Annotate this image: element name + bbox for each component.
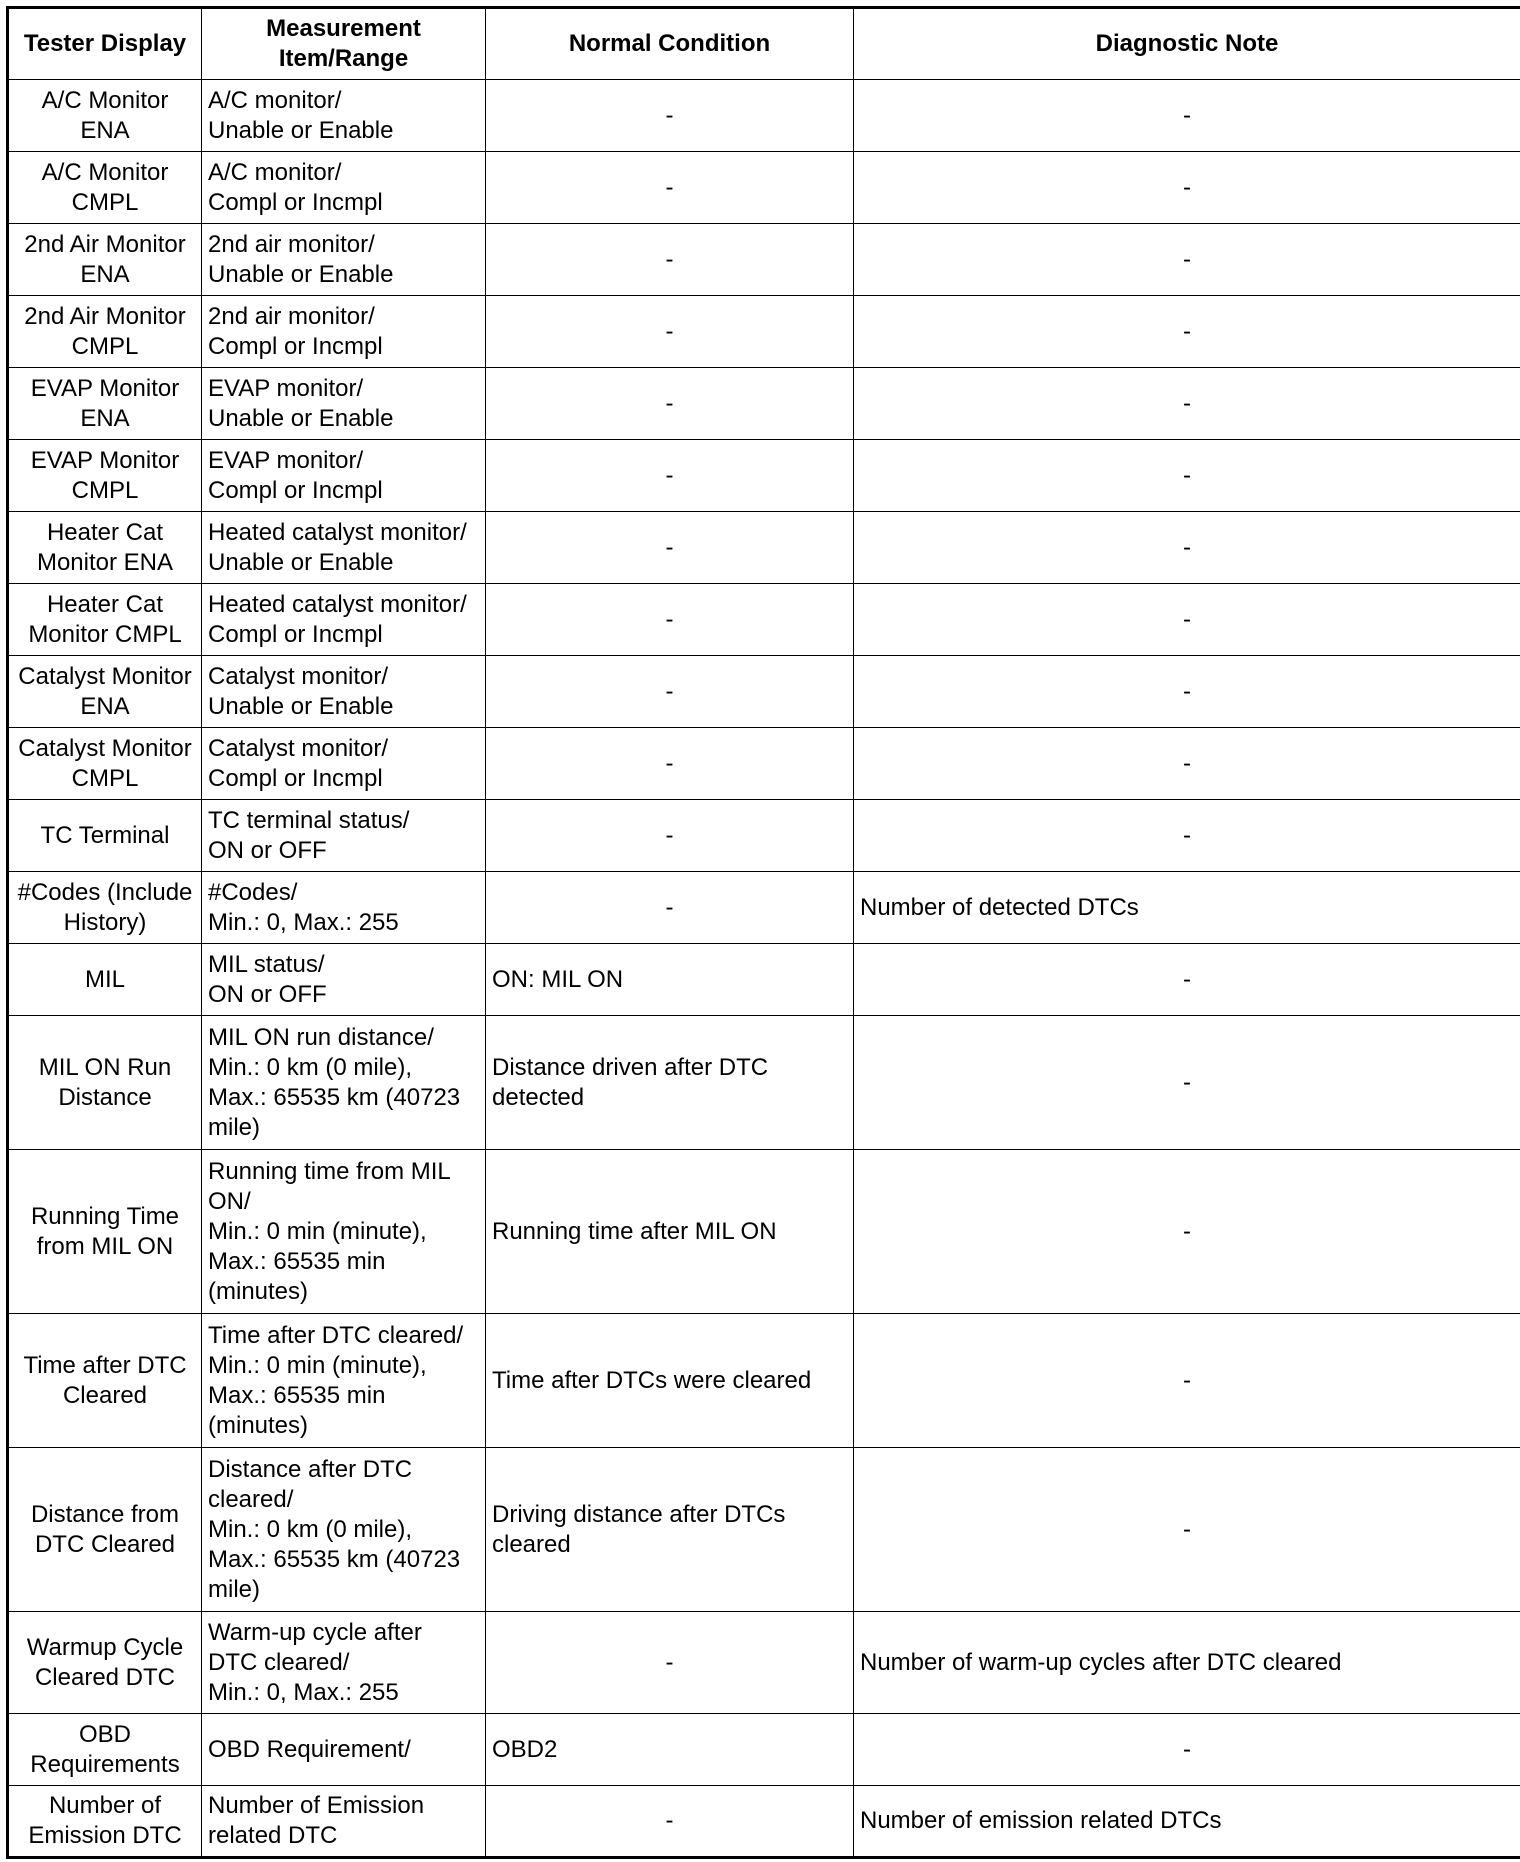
cell-diagnostic-note: - (854, 1714, 1520, 1786)
cell-measurement-item-range: Catalyst monitor/ Unable or Enable (202, 656, 486, 728)
cell-measurement-item-range: EVAP monitor/ Unable or Enable (202, 368, 486, 440)
cell-diagnostic-note: - (854, 944, 1520, 1016)
table-row (8, 728, 1520, 800)
table-row (8, 1150, 1520, 1314)
table-row (8, 368, 1520, 440)
cell-tester-display: A/C Monitor CMPL (8, 152, 202, 224)
cell-diagnostic-note: - (854, 1016, 1520, 1150)
cell-diagnostic-note: - (854, 80, 1520, 152)
cell-diagnostic-note: - (854, 368, 1520, 440)
cell-normal-condition: - (486, 512, 854, 584)
cell-diagnostic-note: - (854, 800, 1520, 872)
tester-data-table (6, 6, 1520, 1859)
cell-tester-display: Catalyst Monitor ENA (8, 656, 202, 728)
cell-measurement-item-range: A/C monitor/ Compl or Incmpl (202, 152, 486, 224)
cell-normal-condition: ON: MIL ON (486, 944, 854, 1016)
cell-diagnostic-note: Number of warm-up cycles after DTC cleared (854, 1612, 1520, 1714)
cell-diagnostic-note: - (854, 296, 1520, 368)
table-row (8, 296, 1520, 368)
header-measurement-item-range: Measurement Item/Range (202, 8, 486, 80)
cell-tester-display: A/C Monitor ENA (8, 80, 202, 152)
cell-normal-condition: Time after DTCs were cleared (486, 1314, 854, 1448)
cell-measurement-item-range: 2nd air monitor/ Compl or Incmpl (202, 296, 486, 368)
table-body (8, 80, 1520, 1858)
cell-diagnostic-note: Number of emission related DTCs (854, 1786, 1520, 1858)
table-row (8, 1786, 1520, 1858)
cell-tester-display: EVAP Monitor ENA (8, 368, 202, 440)
cell-normal-condition: OBD2 (486, 1714, 854, 1786)
cell-tester-display: MIL ON Run Distance (8, 1016, 202, 1150)
cell-diagnostic-note: - (854, 1150, 1520, 1314)
cell-normal-condition: Driving distance after DTCs cleared (486, 1448, 854, 1612)
cell-measurement-item-range: MIL status/ ON or OFF (202, 944, 486, 1016)
cell-normal-condition: Distance driven after DTC detected (486, 1016, 854, 1150)
cell-measurement-item-range: MIL ON run distance/ Min.: 0 km (0 mile), Max.: 65535 km (40723 mile) (202, 1016, 486, 1150)
cell-diagnostic-note: - (854, 656, 1520, 728)
cell-normal-condition: - (486, 584, 854, 656)
header-tester-display: Tester Display (8, 8, 202, 80)
cell-normal-condition: - (486, 800, 854, 872)
cell-tester-display: Number of Emission DTC (8, 1786, 202, 1858)
table-row (8, 1016, 1520, 1150)
cell-normal-condition: - (486, 296, 854, 368)
cell-normal-condition: - (486, 1786, 854, 1858)
table-row (8, 152, 1520, 224)
cell-measurement-item-range: Heated catalyst monitor/ Unable or Enable (202, 512, 486, 584)
cell-tester-display: Distance from DTC Cleared (8, 1448, 202, 1612)
table-row (8, 512, 1520, 584)
cell-tester-display: Heater Cat Monitor ENA (8, 512, 202, 584)
table-row (8, 800, 1520, 872)
cell-diagnostic-note: - (854, 728, 1520, 800)
cell-measurement-item-range: OBD Requirement/ (202, 1714, 486, 1786)
table-row (8, 1612, 1520, 1714)
cell-measurement-item-range: TC terminal status/ ON or OFF (202, 800, 486, 872)
cell-measurement-item-range: Warm-up cycle after DTC cleared/ Min.: 0, Max.: 255 (202, 1612, 486, 1714)
header-diagnostic-note: Diagnostic Note (854, 8, 1520, 80)
cell-tester-display: #Codes (Include History) (8, 872, 202, 944)
table-row (8, 224, 1520, 296)
table-row (8, 1314, 1520, 1448)
cell-measurement-item-range: EVAP monitor/ Compl or Incmpl (202, 440, 486, 512)
cell-tester-display: Heater Cat Monitor CMPL (8, 584, 202, 656)
cell-measurement-item-range: Distance after DTC cleared/ Min.: 0 km (0 mile), Max.: 65535 km (40723 mile) (202, 1448, 486, 1612)
cell-measurement-item-range: Time after DTC cleared/ Min.: 0 min (minute), Max.: 65535 min (minutes) (202, 1314, 486, 1448)
table-row (8, 80, 1520, 152)
cell-tester-display: EVAP Monitor CMPL (8, 440, 202, 512)
cell-tester-display: Catalyst Monitor CMPL (8, 728, 202, 800)
cell-diagnostic-note: Number of detected DTCs (854, 872, 1520, 944)
cell-normal-condition: - (486, 80, 854, 152)
cell-normal-condition: - (486, 152, 854, 224)
header-normal-condition: Normal Condition (486, 8, 854, 80)
table-row (8, 656, 1520, 728)
table-row (8, 1714, 1520, 1786)
cell-diagnostic-note: - (854, 224, 1520, 296)
cell-measurement-item-range: #Codes/ Min.: 0, Max.: 255 (202, 872, 486, 944)
cell-diagnostic-note: - (854, 152, 1520, 224)
cell-diagnostic-note: - (854, 1448, 1520, 1612)
cell-tester-display: Warmup Cycle Cleared DTC (8, 1612, 202, 1714)
cell-normal-condition: Running time after MIL ON (486, 1150, 854, 1314)
cell-normal-condition: - (486, 1612, 854, 1714)
cell-tester-display: TC Terminal (8, 800, 202, 872)
table-row (8, 944, 1520, 1016)
table-row (8, 440, 1520, 512)
cell-measurement-item-range: A/C monitor/ Unable or Enable (202, 80, 486, 152)
cell-normal-condition: - (486, 368, 854, 440)
cell-tester-display: 2nd Air Monitor ENA (8, 224, 202, 296)
table-row (8, 584, 1520, 656)
table-row (8, 1448, 1520, 1612)
cell-diagnostic-note: - (854, 1314, 1520, 1448)
cell-tester-display: Running Time from MIL ON (8, 1150, 202, 1314)
cell-tester-display: Time after DTC Cleared (8, 1314, 202, 1448)
cell-normal-condition: - (486, 656, 854, 728)
cell-tester-display: OBD Requirements (8, 1714, 202, 1786)
cell-measurement-item-range: Heated catalyst monitor/ Compl or Incmpl (202, 584, 486, 656)
cell-measurement-item-range: Catalyst monitor/ Compl or Incmpl (202, 728, 486, 800)
diagnostic-data-sheet (6, 6, 1520, 1862)
cell-tester-display: MIL (8, 944, 202, 1016)
cell-normal-condition: - (486, 872, 854, 944)
table-row (8, 872, 1520, 944)
cell-measurement-item-range: Running time from MIL ON/ Min.: 0 min (minute), Max.: 65535 min (minutes) (202, 1150, 486, 1314)
cell-tester-display: 2nd Air Monitor CMPL (8, 296, 202, 368)
cell-normal-condition: - (486, 728, 854, 800)
table-header-row (8, 8, 1520, 80)
cell-diagnostic-note: - (854, 512, 1520, 584)
cell-diagnostic-note: - (854, 440, 1520, 512)
cell-measurement-item-range: Number of Emission related DTC (202, 1786, 486, 1858)
cell-diagnostic-note: - (854, 584, 1520, 656)
cell-measurement-item-range: 2nd air monitor/ Unable or Enable (202, 224, 486, 296)
cell-normal-condition: - (486, 440, 854, 512)
cell-normal-condition: - (486, 224, 854, 296)
